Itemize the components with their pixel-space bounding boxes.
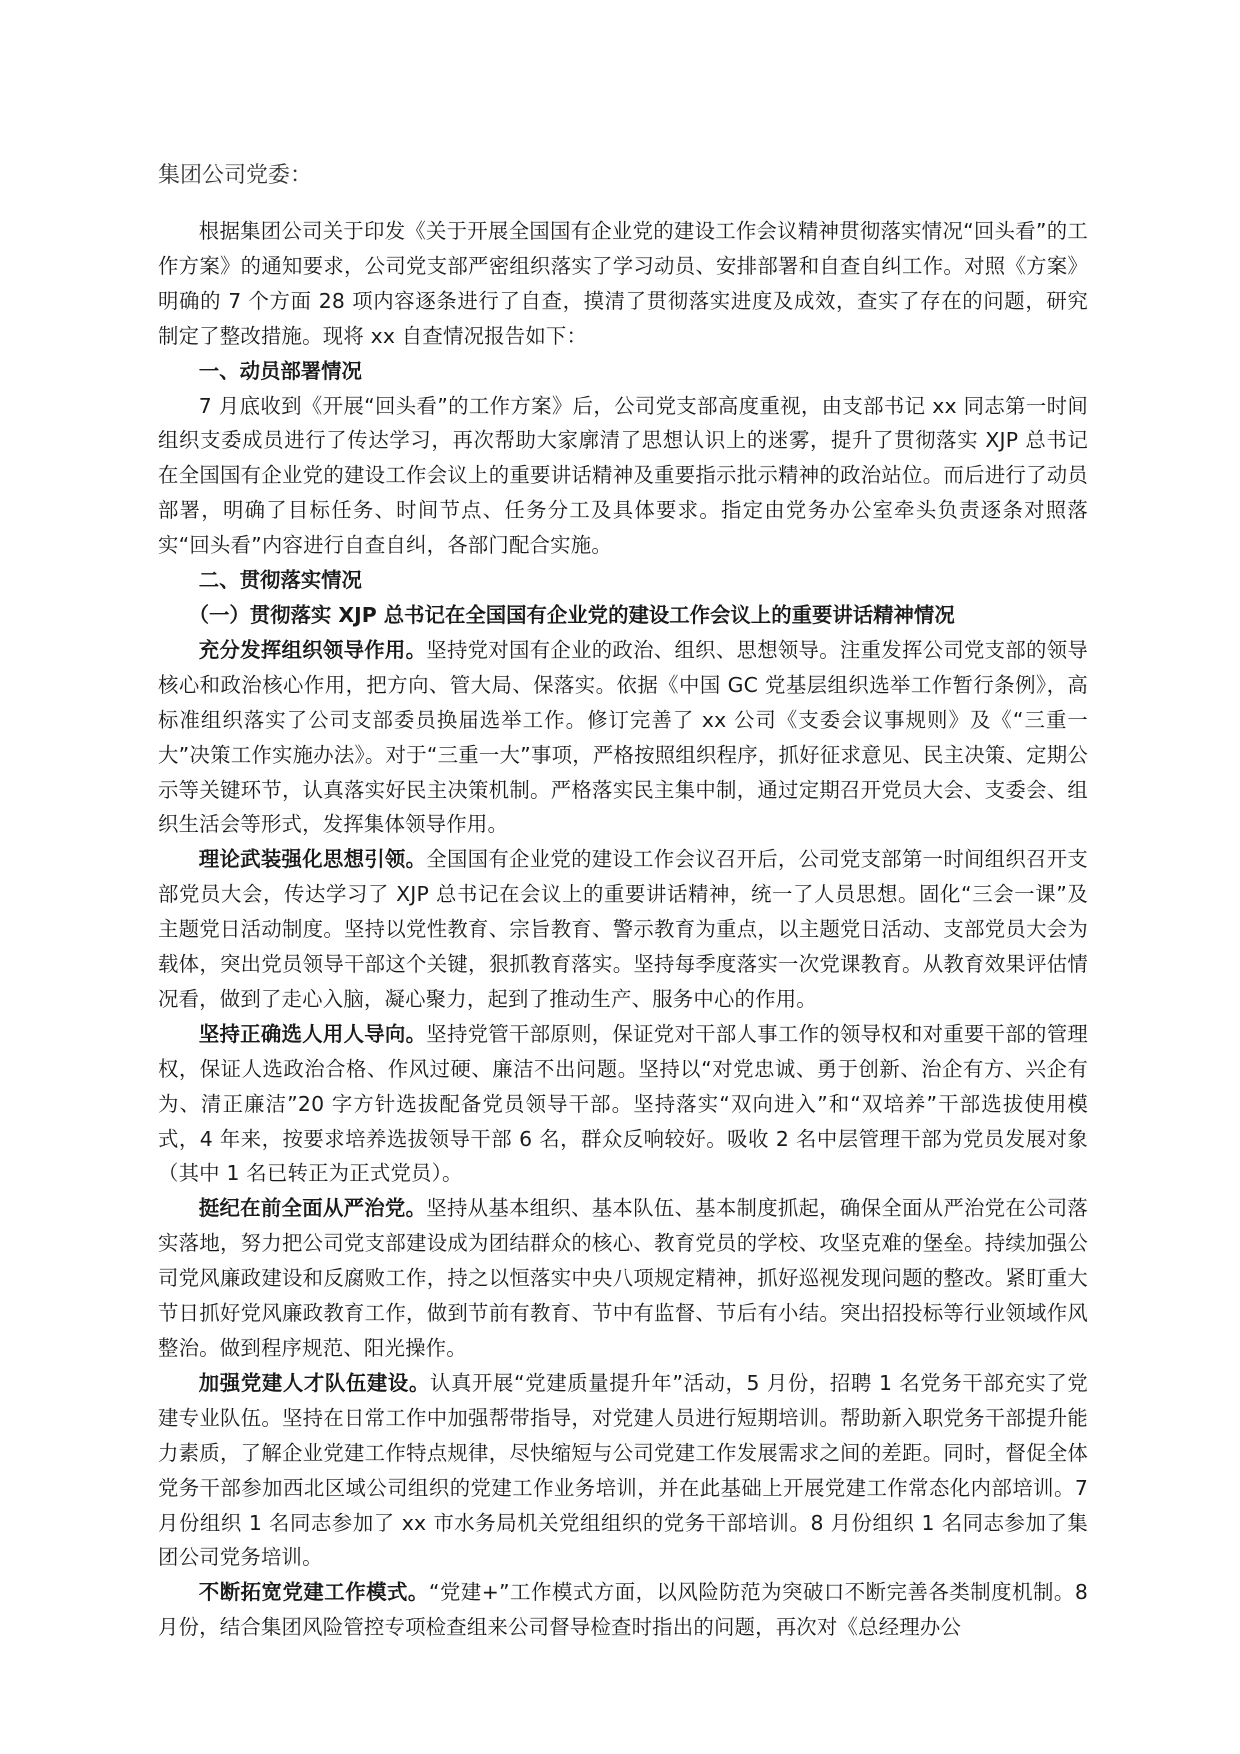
document-page [158, 160, 1088, 1645]
item-lead: 加强党建人才队伍建设。 [198, 1370, 430, 1395]
item-text: 全国国有企业党的建设工作会议召开后，公司党支部第一时间组织召开支部党员大会，传达学习了 XJP 总书记在会议上的重要讲话精神，统一了人员思想。固化“三会一课”及主题党日活动制度。坚持以党性教育、宗旨教育、警示教育为重点，以主题党日活动、支部党员大会为载体，突出党员领导干部这个关键，狠抓教育落实。坚持每季度落实一次党课教育。从教育效果评估情况看，做到了走心入脑，凝心聚力，起到了推动生产、服务中心的作用。 [158, 847, 1088, 1011]
section-2-heading: 二、贯彻落实情况 [198, 568, 362, 593]
intro-paragraph: 根据集团公司关于印发《关于开展全国国有企业党的建设工作会议精神贯彻落实情况“回头看”的工作方案》的通知要求，公司党支部严密组织落实了学习动员、安排部署和自查自纠工作。对照《方案》明确的 7 个方面 28 项内容逐条进行了自查，摸清了贯彻落实进度及成效，查实了存在的问题，研究制定了整改措施。现将 xx 自查情况报告如下： [158, 219, 1088, 348]
item-paragraph-model [158, 1575, 1088, 1645]
item-text: 坚持从基本组织、基本队伍、基本制度抓起，确保全面从严治党在公司落实落地，努力把公司党支部建设成为团结群众的核心、教育党员的学校、攻坚克难的堡垒。持续加强公司党风廉政建设和反腐败工作，持之以恒落实中央八项规定精神，抓好巡视发现问题的整改。紧盯重大节日抓好党风廉政教育工作，做到节前有教育、节中有监督、节后有小结。突出招投标等行业领域作风整治。做到程序规范、阳光操作。 [158, 1196, 1088, 1360]
item-text: 认真开展“党建质量提升年”活动，5 月份，招聘 1 名党务干部充实了党建专业队伍。坚持在日常工作中加强帮带指导，对党建人员进行短期培训。帮助新入职党务干部提升能力素质，了解企业党建工作特点规律，尽快缩短与公司党建工作发展需求之间的差距。同时，督促全体党务干部参加西北区域公司组织的党建工作业务培训，并在此基础上开展党建工作常态化内部培训。7 月份组织 1 名同志参加了 xx 市水务局机关党组组织的党务干部培训。8 月份组织 1 名同志参加了集团公司党务培训。 [158, 1370, 1089, 1570]
item-lead: 理论武装强化思想引领。 [198, 847, 427, 872]
item-lead: 不断拓宽党建工作模式。 [198, 1580, 429, 1605]
item-lead: 充分发挥组织领导作用。 [198, 637, 427, 662]
item-text: 坚持党管干部原则，保证党对干部人事工作的领导权和对重要干部的管理权，保证人选政治合格、作风过硬、廉洁不出问题。坚持以“对党忠诚、勇于创新、治企有方、兴企有为、清正廉洁”20 字方针选拔配备党员领导干部。坚持落实“双向进入”和“双培养”干部选拔使用模式，4 年来，按要求培养选拔领导干部 6 名，群众反响较好。吸收 2 名中层管理干部为党员发展对象（其中 1 名已转正为正式党员）。 [158, 1021, 1088, 1186]
item-paragraph-discipline [158, 1191, 1088, 1366]
item-lead: 挺纪在前全面从严治党。 [198, 1196, 427, 1221]
item-text: “党建+”工作模式方面，以风险防范为突破口不断完善各类制度机制。8 月份，结合集团风险管控专项检查组来公司督导检查时指出的问题，再次对《总经理办公 [158, 1580, 1088, 1640]
item-text: 坚持党对国有企业的政治、组织、思想领导。注重发挥公司党支部的领导核心和政治核心作用，把方向、管大局、保落实。依据《中国 GC 党基层组织选举工作暂行条例》，高标准组织落实了公司支部委员换届选举工作。修订完善了 xx 公司《支委会议事规则》及《“三重一大”决策工作实施办法》。对于“三重一大”事项，严格按照组织程序，抓好征求意见、民主决策、定期公示等关键环节，认真落实好民主决策机制。严格落实民主集中制，通过定期召开党员大会、支委会、组织生活会等形式，发挥集体领导作用。 [158, 637, 1088, 837]
item-lead: 坚持正确选人用人导向。 [198, 1021, 427, 1046]
section-1-paragraph: 7 月底收到《开展“回头看”的工作方案》后，公司党支部高度重视，由支部书记 xx 同志第一时间组织支委成员进行了传达学习，再次帮助大家廓清了思想认识上的迷雾，提升了贯彻落实 XJP 总书记在全国国有企业党的建设工作会议上的重要讲话精神及重要指示批示精神的政治站位。而后进行了动员部署，明确了目标任务、时间节点、任务分工及具体要求。指定由党务办公室牵头负责逐条对照落实“回头看”内容进行自查自纠，各部门配合实施。 [158, 393, 1088, 558]
item-paragraph-organization [158, 633, 1088, 842]
item-paragraph-talent [158, 1366, 1088, 1575]
subsection-1-heading: （一）贯彻落实 XJP 总书记在全国国有企业党的建设工作会议上的重要讲话精神情况 [188, 602, 955, 627]
salutation: 集团公司党委： [158, 163, 313, 188]
section-1-heading: 一、动员部署情况 [198, 358, 362, 383]
item-paragraph-theory [158, 842, 1088, 1017]
item-paragraph-personnel [158, 1017, 1088, 1192]
